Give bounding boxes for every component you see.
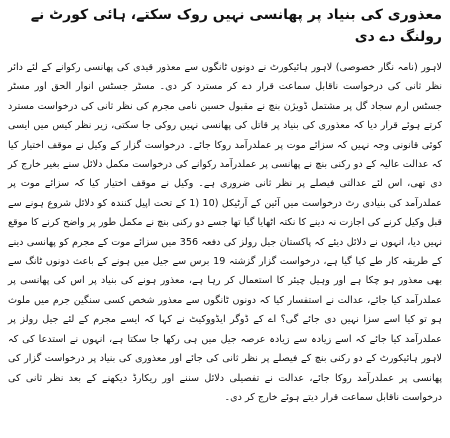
article-body-paragraph: لاہور (نامہ نگار خصوصی) لاہور ہائیکورٹ نے دونوں ٹانگوں سے معذور قیدی کی پھانسی رکوانے کے لئے دائر نظر ثانی کی درخواست ناقابل سماعت قرار دے کر مسترد کر دی۔ مسٹر جسٹس انوار الحق اور مسٹر جسٹس ارم سجاد گل پر مشتمل ڈویژن بنچ نے مقبول حسین نامی مجرم کی نظر ثانی کی درخواست مسترد کرتے ہوئے قرار دیا کہ معذوری کی بنیاد پر قاتل کی پھانسی نہیں روکی جا سکتی، زیر نظر کیس میں ایسی کوئی قانونی وجہ نہیں کہ سزائے موت پر عملدرآمد روکا جائے۔ درخواست گزار کے وکیل نے موقف اختیار کیا کہ عدالت عالیہ کے دو رکنی بنچ نے پھانسی پر عملدرآمد رکوانے کی درخواست مکمل دلائل سنے بغیر خارج کر دی تھی، اس لئے عدالتی فیصلے پر نظر ثانی ضروری ہے۔ وکیل نے موقف اختیار کیا کہ سزائے موت پر عملدرآمد کی بنیادی رٹ درخواست میں آئین کے آرٹیکل (10 (1 کے تحت اپیل کنندہ کو دلائل شروع ہونے سے قبل وکیل کرنے کی اجازت نہ دینے کا نکتہ اٹھایا گیا تھا جسے دو رکنی بنچ نے مکمل طور پر واضح کرنے کا موقع نہیں دیا، انہوں نے دلائل دیئے کہ پاکستان جیل رولز کی دفعہ 356 میں سزائے موت کے مجرم کو پھانسی دینے کے طریقہ کار طے کیا گیا ہے، درخواست گزار گزشتہ 19 برس سے جیل میں ہونے کے باعث دونوں ٹانگ سے بھی معذور ہو چکا ہے اور وہیل چیئر کا استعمال کر رہا ہے، معذور ہونے کی بنیاد پر اس کی پھانسی پر عملدرآمد کیا جائے، عدالت نے استفسار کیا کہ دونوں ٹانگوں سے معذور شخص کسی سنگین جرم میں ملوث ہو تو کیا اسے سزا نہیں دی جائے گی؟ اے کے ڈوگر ایڈووکیٹ نے کہا کہ ایسے مجرم کے لئے جیل رولز پر عملدرآمد کیا جائے کہ اسے زیادہ سے زیادہ عرصہ جیل میں ہی رکھا جا سکتا ہے، انہوں نے استدعا کی کہ لاہور ہائیکورٹ کے دو رکنی بنچ کے فیصلے پر نظر ثانی کی جائے اور معذوری کی بنیاد پر درخواست گزار کی پھانسی پر عملدرآمد روکا جائے، عدالت نے تفصیلی دلائل سننے اور ریکارڈ دیکھنے کے بعد نظر ثانی کی درخواست ناقابل سماعت قرار دیتے ہوئے خارج کر دی۔ bbox=[8, 62, 442, 403]
article-headline: معذوری کی بنیاد پر پھانسی نہیں روک سکتے، ہائی کورٹ نے رولنگ دے دی bbox=[30, 7, 442, 45]
